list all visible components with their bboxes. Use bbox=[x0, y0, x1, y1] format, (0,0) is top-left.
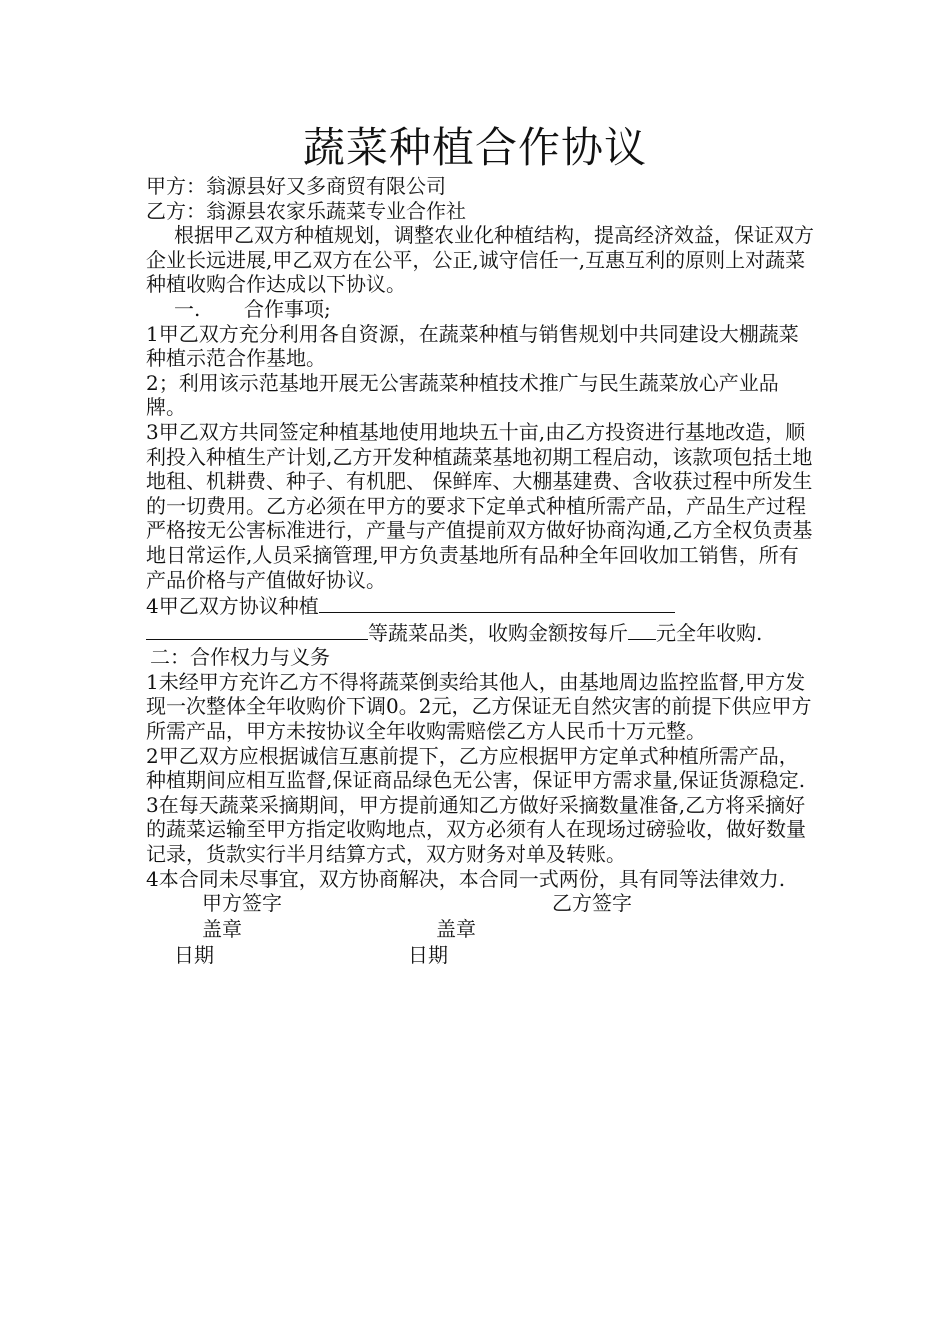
party-a-signature-label: 甲方签字 bbox=[202, 891, 282, 916]
party-b-seal-label: 盖章 bbox=[436, 917, 476, 942]
party-b-date-label: 日期 bbox=[408, 943, 448, 968]
party-a-line: 甲方：翁源县好又多商贸有限公司 bbox=[146, 174, 446, 198]
section2-item-3: 3在每天蔬菜采摘期间，甲方提前通知乙方做好采摘数量准备,乙方将采摘好的蔬菜运输至甲方指定收购地点，双方必须有人在现场过磅验收，做好数量记录，货款实行半月结算方式，双方财务对单及转账。 bbox=[146, 792, 806, 867]
item4-suffix: 元全年收购. bbox=[656, 620, 763, 645]
section2-item-1: 1未经甲方充许乙方不得将蔬菜倒卖给其他人，由基地周边监控监督,甲方发现一次整体全年收购价下调0。2元，乙方保证无自然灾害的前提下供应甲方所需产品，甲方未按协议全年收购需赔偿乙方人民币十万元整。 bbox=[146, 669, 812, 744]
document-body bbox=[146, 174, 814, 969]
document-title: 蔬菜种植合作协议 bbox=[302, 123, 647, 172]
price-blank-line bbox=[628, 619, 656, 640]
section1-item-3: 3甲乙双方共同签定种植基地使用地块五十亩,由乙方投资进行基地改造，顺利投入种植生产计划,乙方开发种植蔬菜基地初期工程启动，该款项包括土地地租、机耕费、种子、有机肥、 保鲜库、大棚基建费、含收获过程中所发生的一切费用。乙方必须在甲方的要求下定单式种植所需产品，产品生产过程严格按无公害标准进行，产量与产值提前双方做好协商沟通,乙方全权负责基地日常运作,人员采摘管理,甲方负责基地所有品种全年回收加工销售，所有产品价格与产值做好协议。 bbox=[146, 419, 813, 592]
date-row bbox=[146, 943, 814, 969]
party-b-line: 乙方：翁源县农家乐蔬菜专业合作社 bbox=[146, 198, 466, 223]
section2-item-4: 4本合同未尽事宜，双方协商解决，本合同一式两份，具有同等法律效力. bbox=[146, 866, 786, 891]
section1-item-4 bbox=[146, 592, 814, 645]
crop-blank-line-1 bbox=[319, 592, 675, 613]
crop-blank-line-2 bbox=[146, 619, 368, 640]
section1-heading bbox=[146, 297, 814, 322]
party-b-signature-label: 乙方签字 bbox=[552, 891, 632, 916]
section2-heading: 二：合作权力与义务 bbox=[150, 645, 330, 670]
section1-item-2: 2；利用该示范基地开展无公害蔬菜种植技术推广与民生蔬菜放心产业品牌。 bbox=[146, 370, 779, 420]
item4-middle: 等蔬菜品类，收购金额按每斤 bbox=[368, 620, 628, 645]
intro-paragraph: 根据甲乙双方种植规划，调整农业化种植结构，提高经济效益，保证双方企业长远进展,甲乙双方在公平，公正,诚守信任一,互惠互利的原则上对蔬菜种植收购合作达成以下协议。 bbox=[146, 223, 814, 297]
party-a-seal-label: 盖章 bbox=[202, 917, 242, 942]
signature-row bbox=[146, 891, 814, 917]
section1-number: 一. bbox=[174, 296, 201, 321]
seal-row bbox=[146, 917, 814, 943]
section2-item-2: 2甲乙双方应根据诚信互惠前提下，乙方应根据甲方定单式种植所需产品，种植期间应相互监督,保证商品绿色无公害，保证甲方需求量,保证货源稳定. bbox=[146, 743, 806, 793]
section1-item-1: 1甲乙双方充分利用各自资源，在蔬菜种植与销售规划中共同建设大棚蔬菜种植示范合作基地。 bbox=[146, 321, 799, 371]
item4-prefix: 4甲乙双方协议种植 bbox=[146, 594, 319, 619]
section1-title: 合作事项; bbox=[244, 296, 331, 321]
party-a-date-label: 日期 bbox=[174, 943, 214, 968]
